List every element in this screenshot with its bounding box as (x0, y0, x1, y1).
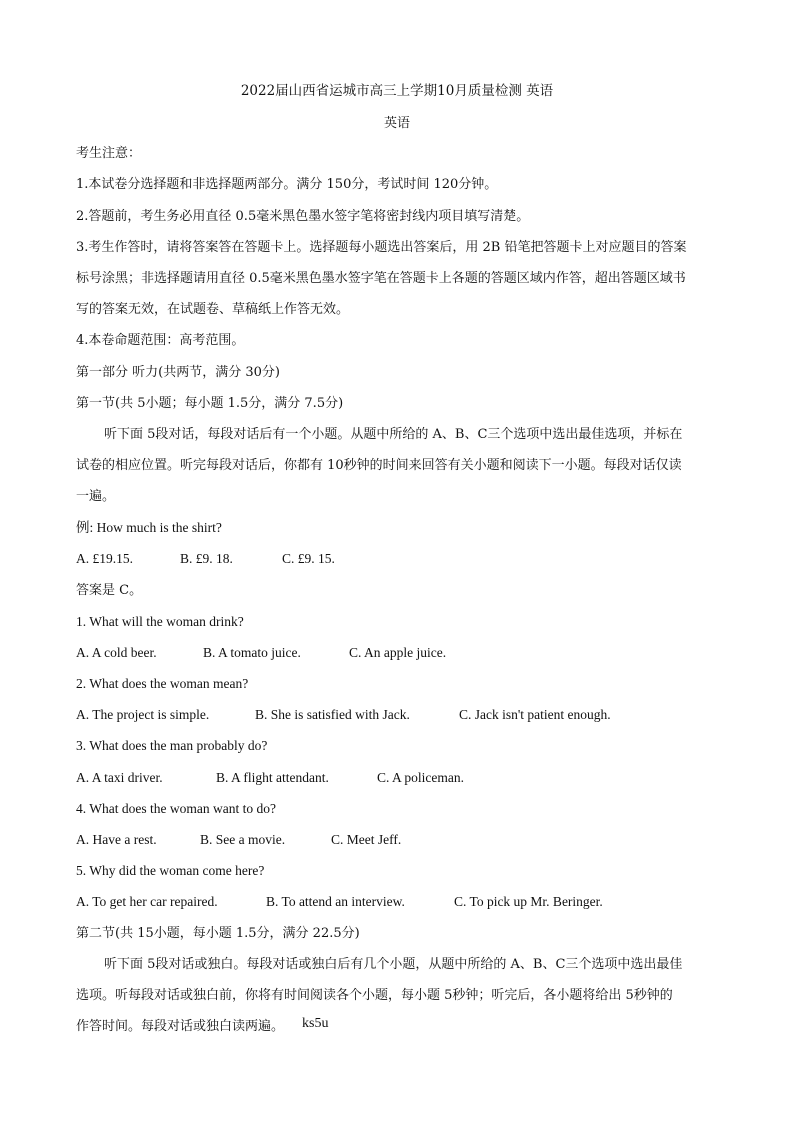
q5-option-b: B. To attend an interview. (266, 894, 405, 909)
q3-option-b: B. A flight attendant. (216, 770, 329, 785)
question-4: 4. What does the woman want to do? (76, 801, 276, 816)
section2-instruction: 选项。听每段对话或独白前，你将有时间阅读各个小题，每小题 5秒钟；听完后，各小题将给出 5秒钟的 (76, 988, 673, 1003)
question-2: 2. What does the woman mean? (76, 676, 249, 691)
q4-option-a: A. Have a rest. (76, 832, 157, 847)
notice-item: 3.考生作答时，请将答案答在答题卡上。选择题每小题选出答案后，用 2B 铅笔把答题卡上对应题目的答案 (76, 240, 687, 255)
notice-item: 写的答案无效，在试题卷、草稿纸上作答无效。 (76, 302, 350, 317)
document-subtitle: 英语 (383, 116, 410, 131)
notice-item: 4.本卷命题范围：高考范围。 (76, 333, 245, 348)
q1-option-c: C. An apple juice. (349, 645, 447, 660)
q3-option-a: A. A taxi driver. (76, 770, 163, 785)
document-title: 2022届山西省运城市高三上学期10月质量检测 英语 (240, 83, 554, 99)
watermark-text: ks5u (302, 1016, 329, 1031)
notice-heading: 考生注意： (76, 146, 142, 161)
question-5: 5. Why did the woman come here? (76, 863, 265, 878)
section1-instruction: 试卷的相应位置。听完每段对话后，你都有 10秒钟的时间来回答有关小题和阅读下一小题。每段对话仅读 (76, 458, 682, 473)
example-option-b: B. £9. 18. (180, 551, 233, 566)
part1-heading: 第一部分 听力(共两节，满分 30分) (76, 365, 280, 380)
q5-option-c: C. To pick up Mr. Beringer. (454, 894, 603, 909)
q2-option-a: A. The project is simple. (76, 707, 210, 722)
question-3: 3. What does the man probably do? (76, 738, 268, 753)
question-1: 1. What will the woman drink? (76, 614, 244, 629)
q4-option-b: B. See a movie. (200, 832, 286, 847)
example-answer: 答案是 C。 (76, 583, 143, 598)
q3-option-c: C. A policeman. (377, 770, 464, 785)
section1-instruction: 一遍。 (76, 489, 116, 504)
section1-heading: 第一节(共 5小题；每小题 1.5分，满分 7.5分) (76, 396, 344, 411)
example-question: 例: How much is the shirt? (76, 520, 222, 535)
q2-option-b: B. She is satisfied with Jack. (255, 707, 410, 722)
q1-option-b: B. A tomato juice. (203, 645, 301, 660)
section2-instruction: 听下面 5段对话或独白。每段对话或独白后有几个小题，从题中所给的 A、B、C三个选项中选出最佳 (104, 957, 683, 972)
example-option-c: C. £9. 15. (282, 551, 335, 566)
section2-instruction: 作答时间。每段对话或独白读两遍。 (76, 1019, 285, 1034)
section1-instruction: 听下面 5段对话，每段对话后有一个小题。从题中所给的 A、B、C三个选项中选出最佳选项，并标在 (104, 427, 683, 442)
q4-option-c: C. Meet Jeff. (331, 832, 402, 847)
q5-option-a: A. To get her car repaired. (76, 894, 218, 909)
notice-item: 1.本试卷分选择题和非选择题两部分。满分 150分，考试时间 120分钟。 (76, 177, 498, 192)
q1-option-a: A. A cold beer. (76, 645, 157, 660)
q2-option-c: C. Jack isn't patient enough. (459, 707, 611, 722)
section2-heading: 第二节(共 15小题，每小题 1.5分，满分 22.5分) (76, 926, 360, 941)
example-option-a: A. £19.15. (76, 551, 133, 566)
notice-item: 标号涂黑；非选择题请用直径 0.5毫米黑色墨水签字笔在答题卡上各题的答题区域内作答，超出答题区域书 (76, 271, 686, 286)
notice-item: 2.答题前，考生务必用直径 0.5毫米黑色墨水签字笔将密封线内项目填写清楚。 (76, 209, 530, 224)
